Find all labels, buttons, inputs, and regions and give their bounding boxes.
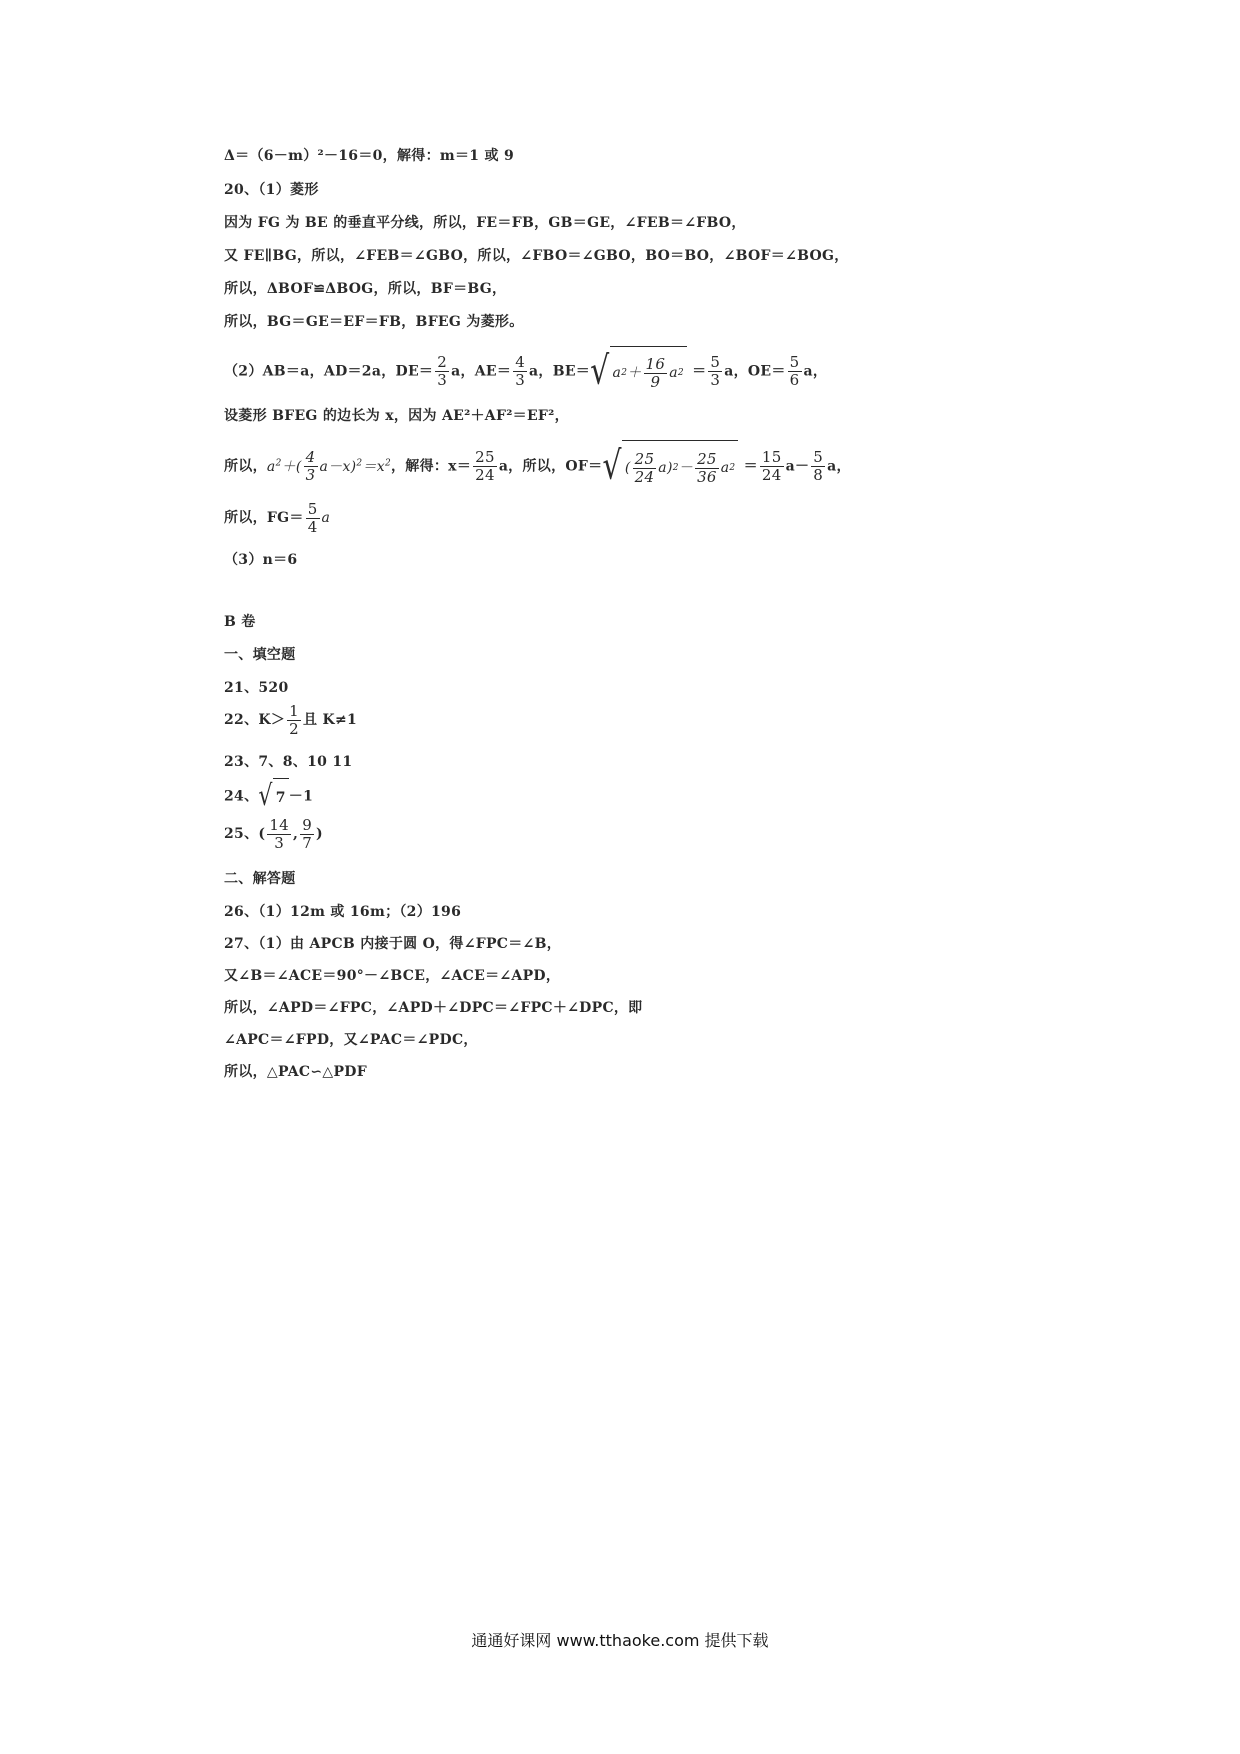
answer-21: 21、520 — [224, 680, 289, 696]
line-q20-reason2: 又 FE∥BG，所以，∠FEB＝∠GBO，所以，∠FBO＝∠GBO，BO＝BO，∠BOF＝∠BOG， — [224, 248, 849, 264]
fraction: $\frac{4}{3}$ — [515, 353, 526, 389]
fraction: $\frac{1}{2}$ — [289, 701, 299, 738]
sqrt-expression: √ ( $\frac{25}{24}$ a) 2 － $\frac{25}{36}$ a 2 — [602, 440, 738, 493]
answer-27-line5: 所以，△PAC∽△PDF — [224, 1064, 367, 1080]
line-q20-part2: （2）AB＝a，AD＝2a，DE＝ $\frac{2}{3}$ a，AE＝ $\frac{4}{3}$ a，BE＝ √ a 2 ＋ $\frac{16}{9}$ a 2 ＝ $\frac{5}{3}$ a，OE＝ $\frac{5}{6}$ a， — [224, 346, 827, 397]
answer-27-line2: 又∠B＝∠ACE＝90°－∠BCE，∠ACE＝∠APD， — [224, 968, 561, 984]
fraction: $\frac{9}{7}$ — [302, 815, 313, 852]
line-q20-reason3: 所以，ΔBOF≌ΔBOG，所以，BF＝BG， — [224, 281, 507, 297]
fraction: $\frac{2}{3}$ — [437, 353, 448, 389]
answer-22: 22、K＞ $\frac{1}{2}$ 且 K≠1 — [224, 701, 358, 738]
fraction: $\frac{5}{4}$ — [307, 499, 318, 536]
fraction: $\frac{14}{3}$ — [269, 815, 289, 852]
section-fill-blank: 一、填空题 — [224, 647, 296, 663]
fraction: $\frac{5}{6}$ — [789, 353, 800, 389]
line-q20-reason1: 因为 FG 为 BE 的垂直平分线，所以，FE＝FB，GB＝GE，∠FEB＝∠FBO， — [224, 215, 746, 231]
answer-27-line3: 所以，∠APD＝∠FPC，∠APD＋∠DPC＝∠FPC＋∠DPC，即 — [224, 1000, 643, 1016]
fraction: $\frac{25}{24}$ — [475, 448, 495, 485]
fraction: $\frac{15}{24}$ — [761, 448, 782, 485]
line-q20-conclusion: 所以，BG＝GE＝EF＝FB，BFEG 为菱形。 — [224, 314, 524, 330]
footer-credit: 通通好课网 www.tthaoke.com 提供下载 — [471, 1631, 769, 1650]
answer-25: 25、( $\frac{14}{3}$ , $\frac{9}{7}$ ) — [224, 815, 323, 852]
fraction: $\frac{5}{8}$ — [813, 448, 824, 485]
answer-23: 23、7、8、10 11 — [224, 754, 353, 770]
answer-27-line1: 27、（1）由 APCB 内接于圆 O，得∠FPC＝∠B， — [224, 936, 562, 952]
answer-26: 26、（1）12m 或 16m；（2）196 — [224, 904, 462, 920]
line-q20-part1: 20、（1）菱形 — [224, 182, 319, 198]
section-solutions: 二、解答题 — [224, 871, 296, 887]
sqrt-expression: √ a 2 ＋ $\frac{16}{9}$ a 2 — [590, 346, 687, 397]
line-q20-setup: 设菱形 BFEG 的边长为 x，因为 AE²＋AF²＝EF²， — [224, 408, 569, 424]
line-q20-part3: （3）n＝6 — [224, 552, 298, 568]
line-q20-solve: 所以，$a^2+$( $\frac{4}{3}$ $a-x)^2=x^2$，解得：x＝ $\frac{25}{24}$ a，所以，OF＝ √ ( $\frac{25}{24}$ a) 2 － $\frac{25}{36}$ a 2 ＝ $\frac{15}{24}$ a－ $\frac{5}{8}$ a， — [224, 438, 851, 493]
answer-24: 24、 √ 7 －1 — [224, 778, 313, 815]
fraction: $\frac{5}{3}$ — [710, 353, 721, 389]
section-b-title: B 卷 — [224, 614, 256, 630]
answer-27-line4: ∠APC＝∠FPD，又∠PAC＝∠PDC， — [224, 1032, 478, 1048]
line-discriminant: Δ＝（6－m）²－16＝0，解得：m＝1 或 9 — [224, 148, 515, 164]
line-q20-fg: 所以，FG＝ $\frac{5}{4}$ a — [224, 499, 331, 536]
sqrt-expression: √ 7 — [258, 778, 288, 815]
